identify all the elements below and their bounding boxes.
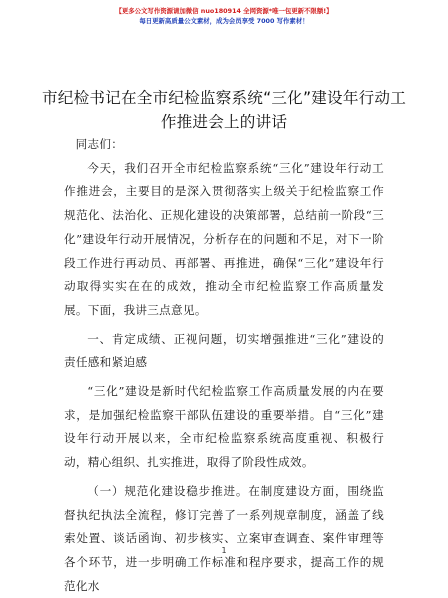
document-body bbox=[64, 133, 384, 598]
promo-banner-line-1: 【更多公文写作资源请加微信 nuo180914 全网资源*唯一包更新不限额!】 bbox=[115, 7, 333, 15]
promo-banner-line-2: 每日更新高质量公文素材，成为会员享受 7000 写作素材！ bbox=[139, 17, 309, 25]
page-number: 1 bbox=[221, 546, 227, 555]
paragraph-intro: 今天，我们召开全市纪检监察系统“三化”建设年行动工作推进会，主要目的是深入贯彻落实上级关于纪检监察工作规范化、法治化、正规化建设的决策部署，总结前一阶段“三化”建设年行动开展情况，分析存在的问题和不足，对下一阶段工作进行再动员、再部署、再推进，确保“三化”建设年行动取得实实在在的成效，推动全市纪检监察工作高质量发展。下面，我讲三点意见。 bbox=[64, 160, 384, 317]
document-title: 市纪检书记在全市纪检监察系统“三化”建设年行动工作推进会上的讲话 bbox=[41, 89, 407, 131]
salutation: 同志们： bbox=[75, 137, 124, 151]
paragraph-body: “三化”建设是新时代纪检监察工作高质量发展的内在要求，是加强纪检监察干部队伍建设的重要举措。自“三化”建设年行动开展以来，全市纪检监察系统高度重视、积极行动，精心组织、扎实推进，取得了阶段性成效。 bbox=[64, 384, 384, 470]
promo-banner bbox=[0, 6, 448, 26]
paragraph-subsection-1: （一）规范化建设稳步推进。在制度建设方面，围绕监督执纪执法全流程，修订完善了一系列规章制度，涵盖了线索处置、谈话函询、初步核实、立案审查调查、案件审理等各个环节，进一步明确工作标准和程序要求，提高工作的规范化水 bbox=[64, 483, 384, 593]
section-heading-1: 一、肯定成绩、正视问题，切实增强推进“三化”建设的责任感和紧迫感 bbox=[64, 331, 384, 370]
